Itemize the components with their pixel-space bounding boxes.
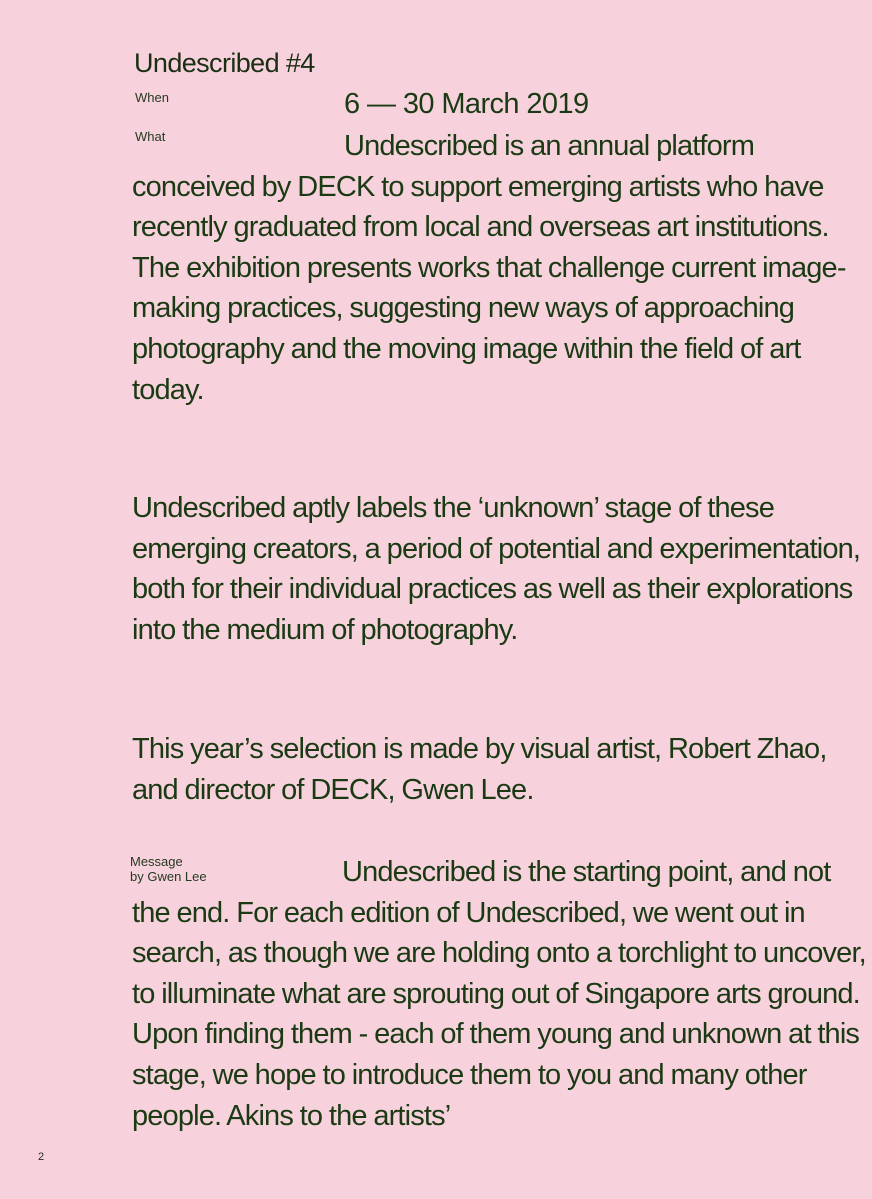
page-title: Undescribed #4: [134, 48, 315, 78]
message-label-author: by Gwen Lee: [130, 869, 207, 884]
exhibition-dates: 6 — 30 March 2019: [344, 88, 589, 120]
description-paragraph-2: Undescribed aptly labels the ‘unknown’ stage of these emerging creators, a period of potential and experimentation, both for their individual practices as well as their explorations into the medium of photography.: [132, 492, 861, 646]
page-number: 2: [38, 1151, 45, 1163]
message-paragraph: Undescribed is the starting point, and not the end. For each edition of Undescribed, we went out in search, as though we are holding onto a torchlight to uncover, to illuminate what are sprouting out of Singapore arts ground. Upon finding them - each of them young and unknown at this stage, we hope to introduce them to you and many other people. Akins to the artists’: [132, 856, 866, 1132]
message-label-line-1: Message: [130, 854, 183, 869]
description-paragraph-3: This year’s selection is made by visual artist, Robert Zhao, and director of DECK, Gwen Lee.: [132, 733, 827, 806]
when-label: When: [135, 90, 169, 105]
description-paragraph-1: Undescribed is an annual platform conceived by DECK to support emerging artists who have recently graduated from local and overseas art institutions. The exhibition presents works that challenge current image-making practices, suggesting new ways of approaching photography and the moving image within the field of art today.: [132, 130, 846, 406]
what-label: What: [135, 129, 166, 144]
